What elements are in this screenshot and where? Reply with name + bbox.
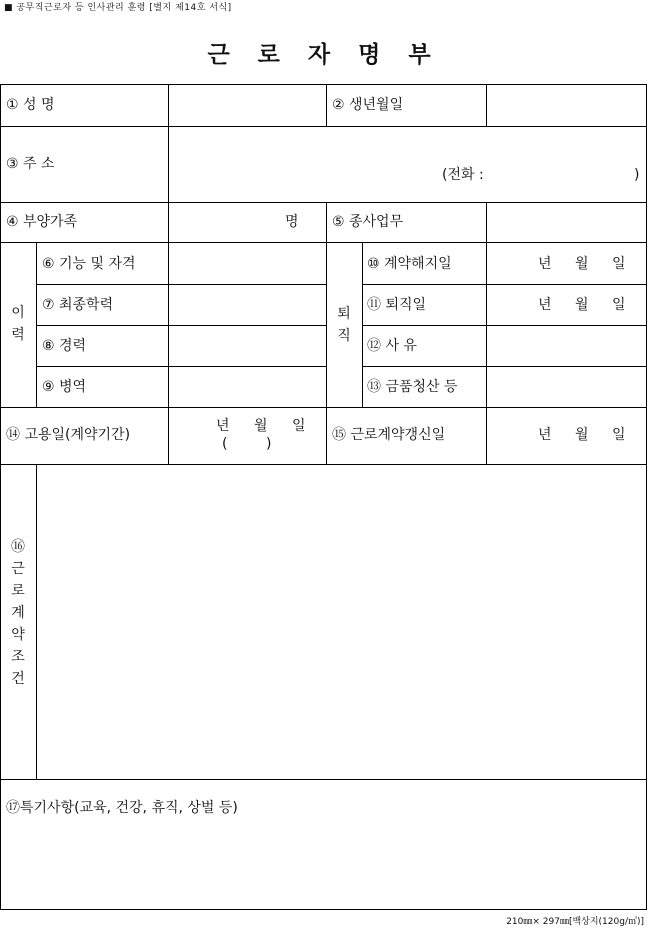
label-skills: ⑥ 기능 및 자격 — [42, 256, 136, 272]
form-title: 근 로 자 명 부 — [207, 42, 441, 68]
unit-month: 월 — [575, 297, 589, 313]
label-retire: 퇴 직 — [337, 306, 351, 344]
row-divider — [362, 366, 647, 367]
unit-year: 년 — [538, 256, 552, 272]
col-divider — [36, 464, 37, 779]
col-divider — [362, 242, 363, 407]
label-address: ③ 주 소 — [6, 156, 55, 172]
label-education: ⑦ 최종학력 — [42, 297, 114, 313]
paren-close: ) — [266, 436, 272, 452]
row-divider — [362, 325, 647, 326]
row-divider — [0, 407, 647, 408]
row-divider — [362, 284, 647, 285]
form-table — [0, 84, 647, 910]
label-military: ⑨ 병역 — [42, 379, 87, 395]
col-divider — [168, 84, 169, 464]
unit-day: 일 — [612, 297, 626, 313]
col-divider — [36, 242, 37, 407]
unit-year: 년 — [216, 418, 230, 434]
row-divider — [36, 325, 326, 326]
col-divider — [326, 84, 327, 126]
label-reason: ⑫ 사 유 — [367, 338, 417, 354]
col-divider — [486, 84, 487, 126]
label-settlement: ⑬ 금품청산 등 — [367, 379, 458, 395]
label-name: ① 성 명 — [6, 97, 55, 113]
label-retire-date: ⑪ 퇴직일 — [367, 297, 427, 313]
unit-day: 일 — [612, 427, 626, 443]
label-phone: (전화 : — [442, 167, 484, 183]
row-divider — [0, 202, 647, 203]
unit-day: 일 — [292, 418, 306, 434]
label-dependents: ④ 부양가족 — [6, 214, 78, 230]
label-conditions: ⑯ 근 로 계 약 조 건 — [11, 539, 25, 687]
unit-month: 월 — [575, 427, 589, 443]
row-divider — [0, 464, 647, 465]
unit-month: 월 — [575, 256, 589, 272]
label-dependents-unit: 명 — [285, 214, 299, 230]
form-reference: ■ 공무직근로자 등 인사관리 훈령 [별지 제14호 서식] — [4, 3, 232, 13]
label-career: ⑧ 경력 — [42, 338, 87, 354]
row-divider — [36, 366, 326, 367]
label-history: 이 력 — [11, 305, 25, 343]
label-renewal: ⑮ 근로계약갱신일 — [332, 427, 446, 443]
unit-day: 일 — [612, 256, 626, 272]
label-duty: ⑤ 종사업무 — [332, 214, 404, 230]
row-divider — [0, 779, 647, 780]
row-divider — [0, 242, 647, 243]
col-divider — [326, 202, 327, 464]
unit-month: 월 — [254, 418, 268, 434]
unit-year: 년 — [538, 427, 552, 443]
label-notes: ⑰특기사항(교육, 건강, 휴직, 상벌 등) — [6, 800, 238, 816]
label-hire-date: ⑭ 고용일(계약기간) — [6, 427, 131, 443]
row-divider — [0, 126, 647, 127]
label-birth: ② 생년월일 — [332, 97, 404, 113]
col-divider — [486, 202, 487, 464]
label-phone-close: ) — [634, 167, 640, 183]
row-divider — [36, 284, 326, 285]
unit-year: 년 — [538, 297, 552, 313]
label-contract-end: ⑩ 계약해지일 — [367, 256, 452, 272]
paper-spec: 210㎜× 297㎜[백상지(120g/㎡)] — [506, 917, 644, 927]
paren-open: ( — [222, 436, 228, 452]
